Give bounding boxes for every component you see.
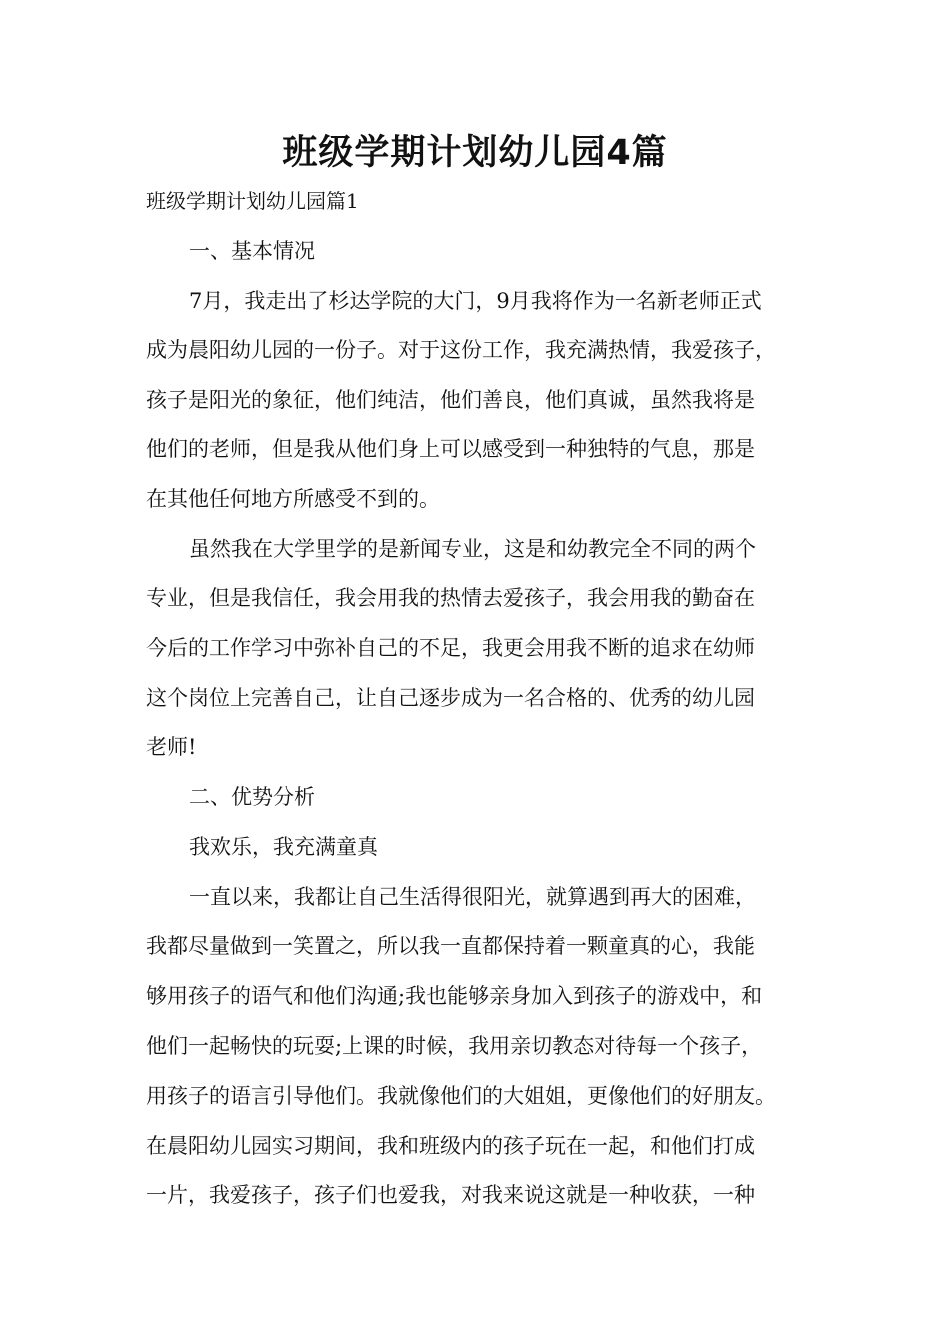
paragraph-line: 一直以来，我都让自己生活得很阳光，就算遇到再大的困难， <box>189 885 756 909</box>
paragraph-line: 专业，但是我信任，我会用我的热情去爱孩子，我会用我的勤奋在 <box>146 586 755 610</box>
subheading-line: 我欢乐，我充满童真 <box>189 835 378 859</box>
paragraph-line: 今后的工作学习中弥补自己的不足，我更会用我不断的追求在幼师 <box>146 636 755 660</box>
paragraph-line: 7月，我走出了杉达学院的大门，9月我将作为一名新老师正式 <box>189 289 762 313</box>
paragraph-line: 在其他任何地方所感受不到的。 <box>146 487 440 511</box>
paragraph-line: 用孩子的语言引导他们。我就像他们的大姐姐，更像他们的好朋友。 <box>146 1084 776 1108</box>
paragraph-line: 在晨阳幼儿园实习期间，我和班级内的孩子玩在一起，和他们打成 <box>146 1134 755 1158</box>
paragraph-line: 他们的老师，但是我从他们身上可以感受到一种独特的气息，那是 <box>146 437 755 461</box>
document-title: 班级学期计划幼儿园4篇 <box>282 133 668 173</box>
paragraph-line: 老师! <box>146 735 197 759</box>
paragraph-line: 这个岗位上完善自己，让自己逐步成为一名合格的、优秀的幼儿园 <box>146 686 755 710</box>
paragraph-line: 成为晨阳幼儿园的一份子。对于这份工作，我充满热情，我爱孩子， <box>146 338 776 362</box>
paragraph-line: 一片，我爱孩子，孩子们也爱我，对我来说这就是一种收获，一种 <box>146 1183 755 1207</box>
heading-advantage-analysis: 二、优势分析 <box>189 785 315 809</box>
paragraph-line: 虽然我在大学里学的是新闻专业，这是和幼教完全不同的两个 <box>189 537 756 561</box>
section-subtitle: 班级学期计划幼儿园篇1 <box>146 189 359 213</box>
paragraph-line: 我都尽量做到一笑置之，所以我一直都保持着一颗童真的心，我能 <box>146 934 755 958</box>
paragraph-line: 够用孩子的语气和他们沟通;我也能够亲身加入到孩子的游戏中，和 <box>146 984 763 1008</box>
heading-basic-situation: 一、基本情况 <box>189 239 315 263</box>
paragraph-line: 他们一起畅快的玩耍;上课的时候，我用亲切教态对待每一个孩子， <box>146 1034 763 1058</box>
paragraph-line: 孩子是阳光的象征，他们纯洁，他们善良，他们真诚，虽然我将是 <box>146 388 755 412</box>
